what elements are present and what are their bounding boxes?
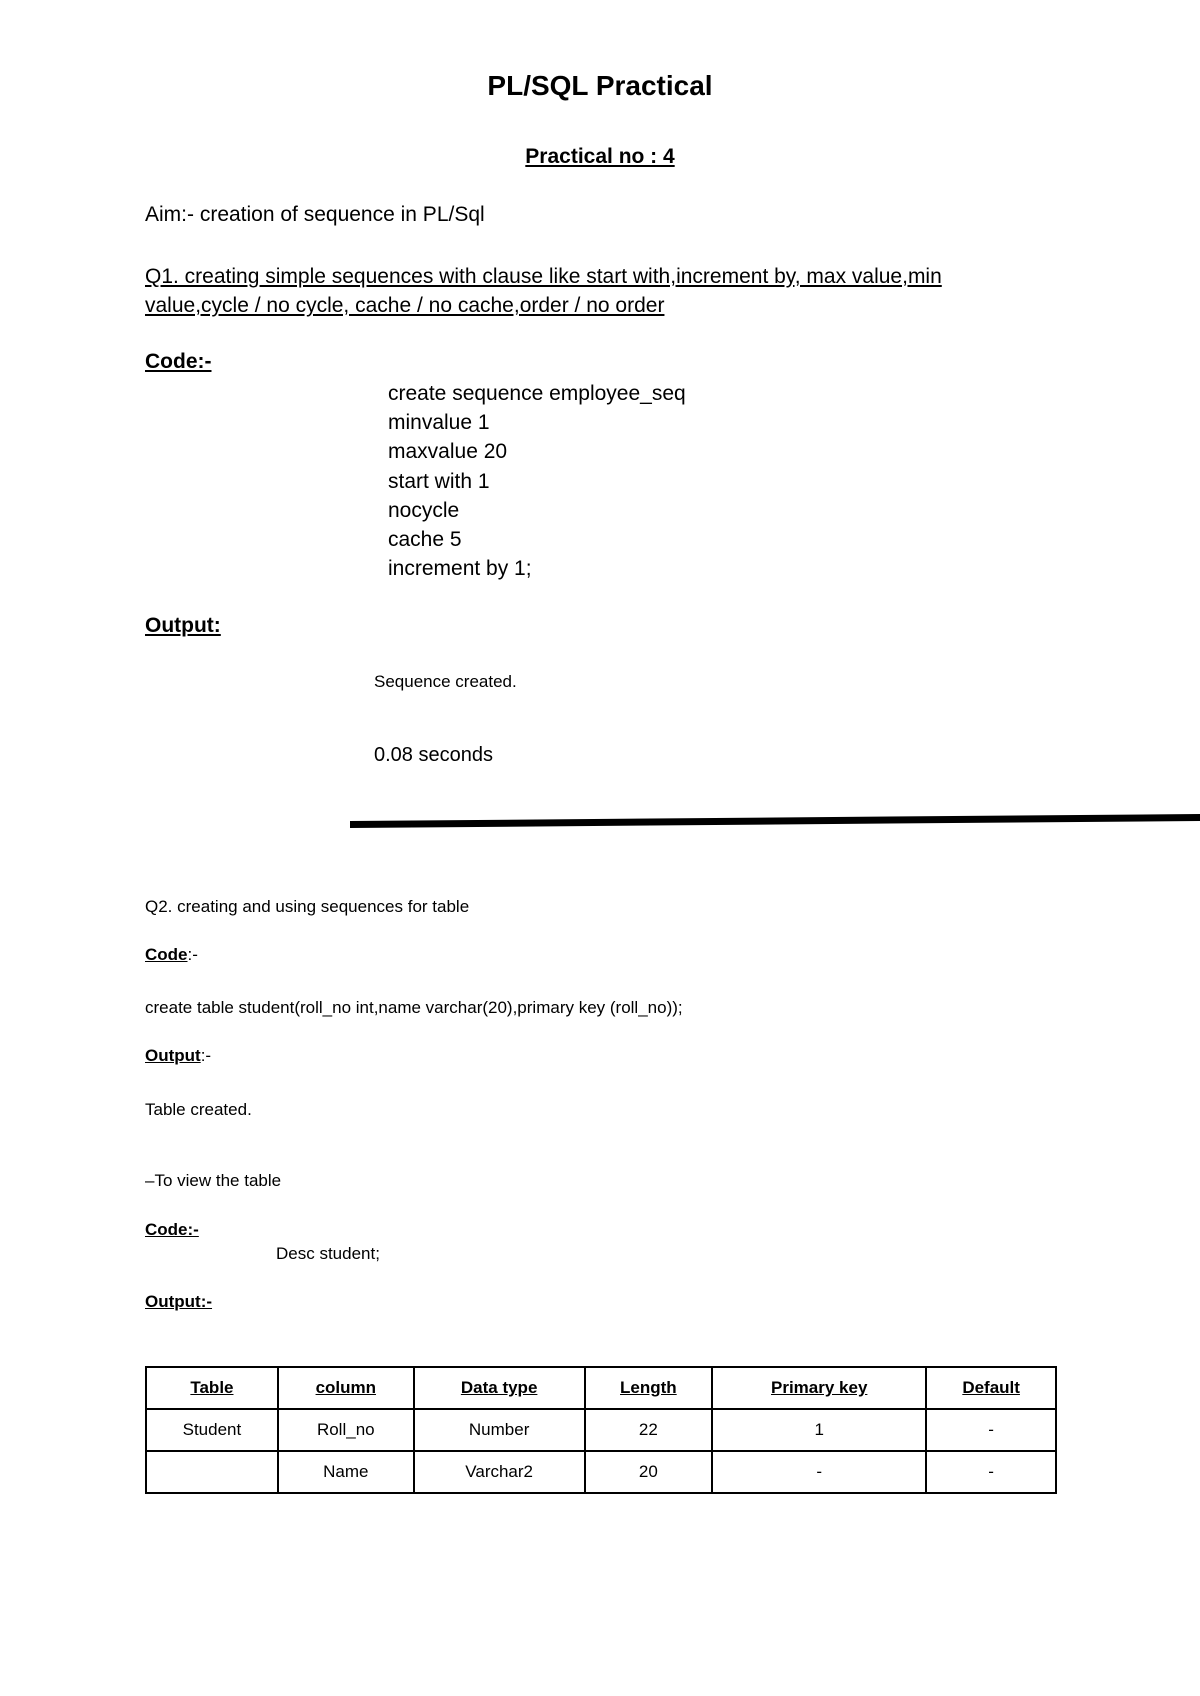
code-label-2-suffix: :- bbox=[187, 945, 198, 964]
output-label-1: Output: bbox=[145, 614, 221, 637]
table-cell: 1 bbox=[712, 1409, 926, 1451]
header-default: Default bbox=[926, 1367, 1056, 1409]
question-1: Q1. creating simple sequences with clause like start with,increment by, max value,min value,cycle / no cycle, cache / no cache,order / no order bbox=[145, 265, 942, 317]
code-label-3 bbox=[145, 1220, 199, 1240]
header-length: Length bbox=[585, 1367, 713, 1409]
table-cell bbox=[146, 1451, 278, 1493]
table-cell: 22 bbox=[585, 1409, 713, 1451]
table-row bbox=[146, 1451, 1056, 1493]
code-line: cache 5 bbox=[388, 528, 462, 552]
header-column: column bbox=[278, 1367, 414, 1409]
header-data-type: Data type bbox=[414, 1367, 585, 1409]
code-line: maxvalue 20 bbox=[388, 440, 508, 464]
table-cell: Number bbox=[414, 1409, 585, 1451]
table-cell: - bbox=[926, 1451, 1056, 1493]
header-table: Table bbox=[146, 1367, 278, 1409]
describe-table bbox=[145, 1366, 1057, 1494]
table-cell: - bbox=[926, 1409, 1056, 1451]
page-title: PL/SQL Practical bbox=[487, 70, 713, 101]
code-line: increment by 1; bbox=[388, 557, 532, 581]
sequence-created-message: Sequence created. bbox=[374, 672, 517, 691]
code-block-1 bbox=[388, 379, 686, 583]
code-line: minvalue 1 bbox=[388, 411, 490, 435]
create-table-code: create table student(roll_no int,name varchar(20),primary key (roll_no)); bbox=[145, 998, 683, 1017]
code-line: nocycle bbox=[388, 498, 460, 522]
code-label-2-text: Code bbox=[145, 945, 188, 964]
table-header-row bbox=[146, 1367, 1056, 1409]
table-cell: Roll_no bbox=[278, 1409, 414, 1451]
table-created-message: Table created. bbox=[145, 1100, 252, 1119]
output-label-2-text: Output bbox=[145, 1046, 201, 1065]
table-cell: - bbox=[712, 1451, 926, 1493]
table-cell: 20 bbox=[585, 1451, 713, 1493]
code-label-3-text: Code:- bbox=[145, 1220, 199, 1239]
question-2: Q2. creating and using sequences for table bbox=[145, 897, 470, 916]
output-label-3-text: Output:- bbox=[145, 1292, 213, 1311]
view-table-comment: –To view the table bbox=[145, 1171, 282, 1190]
table-cell: Name bbox=[278, 1451, 414, 1493]
output-label-2 bbox=[145, 1046, 211, 1066]
practical-number: Practical no : 4 bbox=[525, 145, 675, 168]
elapsed-time: 0.08 seconds bbox=[374, 744, 493, 766]
table-row bbox=[146, 1409, 1056, 1451]
code-line: create sequence employee_seq bbox=[388, 382, 686, 405]
aim-text: Aim:- creation of sequence in PL/Sql bbox=[145, 203, 485, 226]
desc-code: Desc student; bbox=[276, 1244, 380, 1263]
table-cell: Student bbox=[146, 1409, 278, 1451]
code-label-2 bbox=[145, 945, 198, 965]
output-label-3 bbox=[145, 1292, 212, 1312]
header-primary-key: Primary key bbox=[712, 1367, 926, 1409]
output-label-2-suffix: :- bbox=[200, 1046, 212, 1065]
code-label-1: Code:- bbox=[145, 350, 212, 373]
table-cell: Varchar2 bbox=[414, 1451, 585, 1493]
code-line: start with 1 bbox=[388, 469, 490, 493]
